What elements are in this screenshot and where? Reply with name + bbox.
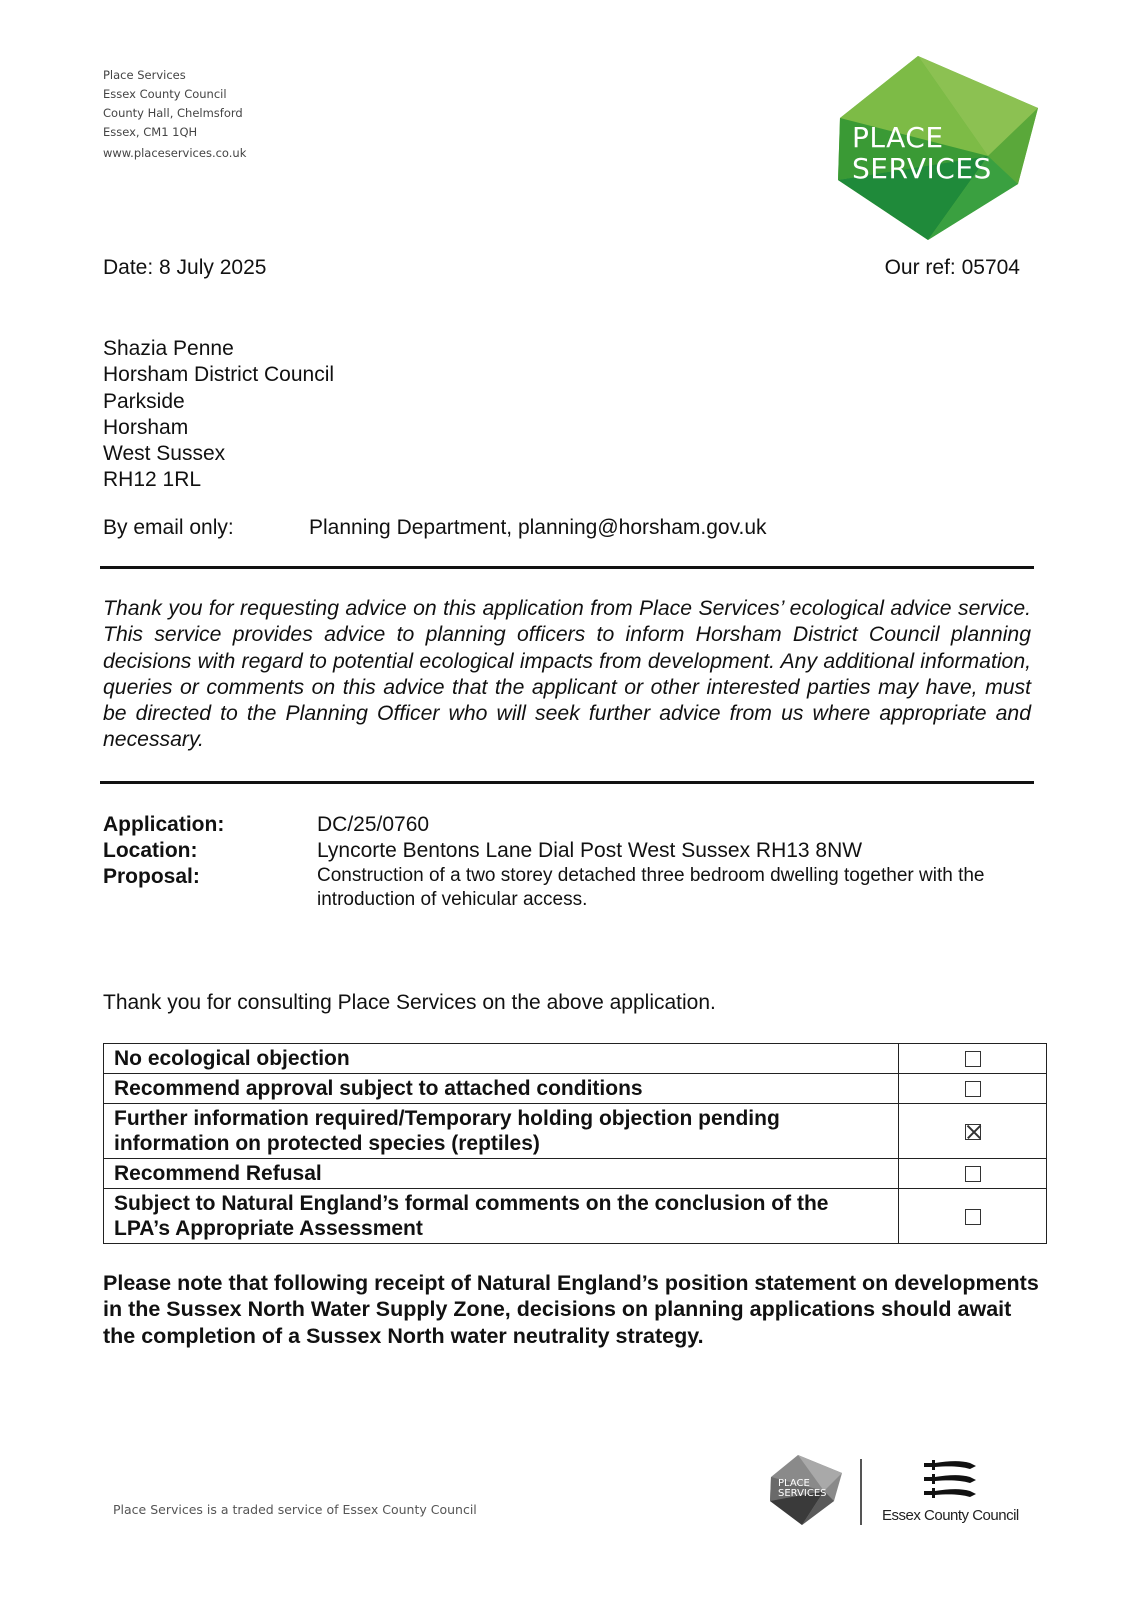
checkbox-unchecked-icon[interactable] xyxy=(965,1051,981,1067)
sender-address xyxy=(103,66,246,163)
application-value: DC/25/0760 xyxy=(317,813,430,836)
table-row xyxy=(104,1074,1047,1104)
application-row xyxy=(103,812,1037,838)
email-row xyxy=(103,516,767,540)
location-value: Lyncorte Bentons Lane Dial Post West Sussex RH13 8NW xyxy=(317,838,863,862)
divider-rule xyxy=(100,566,1034,569)
recipient-line: Horsham District Council xyxy=(103,363,335,387)
location-row xyxy=(103,838,1037,864)
recipient-line: Horsham xyxy=(103,415,189,439)
proposal-value: Construction of a two storey detached three bedroom dwelling together with the introduction of vehicular access. xyxy=(317,864,985,910)
sender-line: County Hall, Chelmsford xyxy=(103,106,243,120)
recipient-line: RH12 1RL xyxy=(103,468,202,492)
sender-line: Essex County Council xyxy=(103,87,227,101)
logo-divider xyxy=(860,1459,862,1525)
water-neutrality-note: Please note that following receipt of Natural England’s position statement on developments in the Sussex North Water Supply Zone, decisions on planning applications should await the completion of a Sussex North water neutrality strategy. xyxy=(103,1271,1039,1348)
consult-text: Thank you for consulting Place Services on the above application. xyxy=(103,991,716,1014)
table-row xyxy=(104,1159,1047,1189)
table-row xyxy=(104,1104,1047,1159)
checkbox-unchecked-icon[interactable] xyxy=(965,1166,981,1182)
letter-date: Date: 8 July 2025 xyxy=(103,256,267,279)
option-label: Subject to Natural England’s formal comments on the conclusion of the LPA’s Appropriate Assessment xyxy=(104,1189,899,1244)
recipient-line: Shazia Penne xyxy=(103,337,234,360)
recipient-address xyxy=(103,336,334,494)
email-label: By email only: xyxy=(103,516,234,539)
recipient-line: West Sussex xyxy=(103,442,226,466)
grey-logo-text: PLACE SERVICES xyxy=(778,1478,827,1499)
application-details xyxy=(103,812,1037,912)
proposal-row xyxy=(103,864,1037,912)
email-value: Planning Department, planning@horsham.gov.uk xyxy=(309,516,767,539)
sender-line: Place Services xyxy=(103,68,186,82)
footer-logos xyxy=(770,1455,1030,1535)
location-label: Location: xyxy=(103,838,198,862)
checkbox-unchecked-icon[interactable] xyxy=(965,1209,981,1225)
seaxes-emblem-icon xyxy=(920,1457,978,1503)
intro-paragraph: Thank you for requesting advice on this application from Place Services’ ecological advice service. This service provides advice to planning officers to inform Horsham District Council planning decisions with regard to potential ecological impacts from development. Any additional information, queries or comments on this advice that the applicant or other interested parties may have, must be directed to the Planning Officer who will seek further advice from us where appropriate and necessary. xyxy=(103,597,1031,752)
checkbox-unchecked-icon[interactable] xyxy=(965,1081,981,1097)
option-label: Further information required/Temporary holding objection pending information on protected species (reptiles) xyxy=(104,1104,899,1159)
logo-text: PLACE SERVICES xyxy=(852,121,992,185)
option-label: Recommend approval subject to attached conditions xyxy=(104,1074,899,1104)
table-row xyxy=(104,1189,1047,1244)
recommendation-table xyxy=(103,1043,1047,1244)
proposal-label: Proposal: xyxy=(103,864,200,888)
divider-rule xyxy=(100,781,1034,784)
footer-text: Place Services is a traded service of Essex County Council xyxy=(113,1502,477,1517)
sender-line: Essex, CM1 1QH xyxy=(103,125,198,139)
essex-county-council-wordmark: Essex County Council xyxy=(882,1507,1019,1524)
checkbox-checked-icon[interactable] xyxy=(965,1124,981,1140)
sender-website: www.placeservices.co.uk xyxy=(103,146,247,160)
recipient-line: Parkside xyxy=(103,389,185,413)
table-row xyxy=(104,1044,1047,1074)
our-reference: Our ref: 05704 xyxy=(884,256,1020,279)
option-label: No ecological objection xyxy=(104,1044,899,1074)
application-label: Application: xyxy=(103,813,225,836)
option-label: Recommend Refusal xyxy=(104,1159,899,1189)
